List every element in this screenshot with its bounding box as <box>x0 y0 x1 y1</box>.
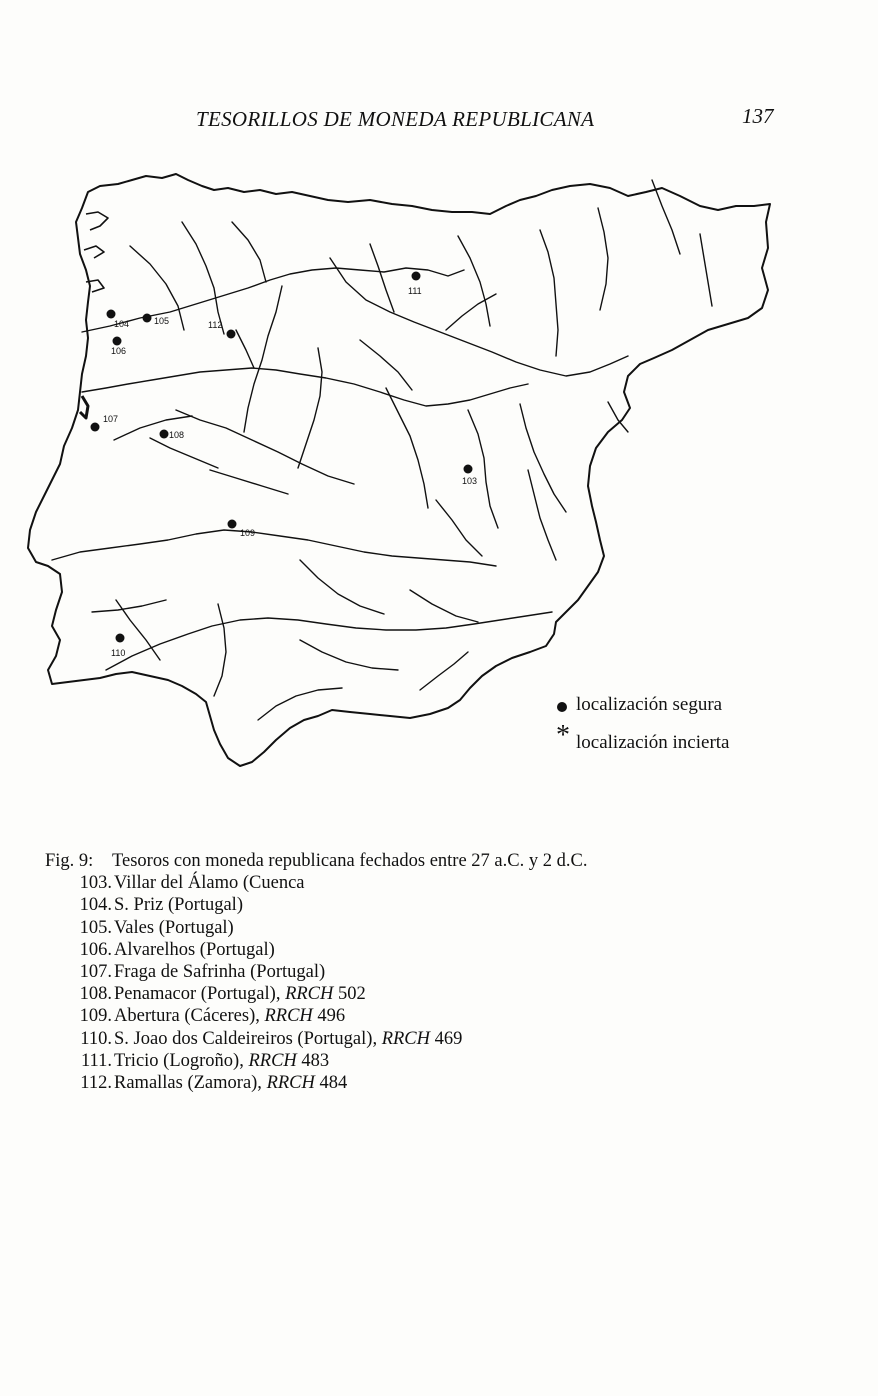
site-label-105: 105 <box>154 316 170 326</box>
entry-ref-label: RRCH <box>381 1028 431 1049</box>
entry-ref-number: 483 <box>301 1050 330 1071</box>
site-label-112: 112 <box>208 320 223 330</box>
entry-text: S. Joao dos Caldeireiros (Portugal), <box>114 1028 378 1049</box>
entry-ref-label: RRCH <box>264 1006 313 1027</box>
entry-number: 103. <box>79 873 112 894</box>
entry-number: 106. <box>79 939 112 960</box>
caption-entry <box>45 939 587 961</box>
entry-text: Villar del Álamo (Cuenca <box>114 873 305 894</box>
caption-entry <box>45 1072 587 1094</box>
figure-title: Tesoros con moneda republicana fechados entre 27 a.C. y 2 d.C. <box>112 851 588 871</box>
caption-entry <box>45 961 587 983</box>
entry-ref-number: 469 <box>434 1028 463 1049</box>
site-marker-109 <box>228 520 256 539</box>
site-marker-103 <box>462 465 477 487</box>
legend-label-uncertain: localización incierta <box>576 732 730 753</box>
site-marker-108 <box>160 430 185 441</box>
entry-text: Fraga de Safrinha (Portugal) <box>114 962 326 983</box>
entry-ref-label: RRCH <box>285 984 334 1005</box>
figure-caption <box>45 850 587 1094</box>
site-marker-110 <box>111 634 125 659</box>
entry-ref-label: RRCH <box>266 1073 315 1094</box>
caption-entry <box>45 1050 587 1072</box>
asterisk-icon: * <box>556 720 570 751</box>
caption-entry-list <box>45 872 587 1094</box>
running-title: TESORILLOS DE MONEDA REPUBLICANA <box>196 107 595 131</box>
entry-number: 109. <box>79 1006 112 1027</box>
entry-number: 111. <box>80 1050 112 1071</box>
entry-text: Vales (Portugal) <box>114 917 234 938</box>
entry-text: Abertura (Cáceres), <box>114 1006 260 1027</box>
site-label-111: 111 <box>408 286 422 296</box>
entry-text: Tricio (Logroño), <box>114 1050 244 1071</box>
caption-entry <box>45 1028 587 1050</box>
entry-text: S. Priz (Portugal) <box>114 895 243 916</box>
entry-number: 108. <box>79 984 112 1005</box>
entry-number: 110. <box>80 1028 112 1049</box>
coastline <box>28 174 770 766</box>
site-label-108: 108 <box>169 430 185 440</box>
site-label-110: 110 <box>111 648 126 658</box>
caption-entry <box>45 983 587 1005</box>
entry-ref-number: 484 <box>319 1073 348 1094</box>
site-marker-107 <box>91 414 119 432</box>
entry-text: Penamacor (Portugal), <box>114 984 281 1005</box>
entry-ref-label: RRCH <box>248 1050 297 1071</box>
site-label-109: 109 <box>240 528 256 538</box>
site-marker-111 <box>408 272 422 297</box>
site-marker-106 <box>111 337 126 357</box>
figure-label: Fig. 9: <box>45 851 94 871</box>
page-number: 137 <box>742 104 774 128</box>
iberia-map <box>0 160 878 780</box>
caption-title <box>45 850 587 872</box>
entry-number: 104. <box>79 895 112 916</box>
entry-ref-number: 502 <box>338 984 366 1005</box>
caption-entry <box>45 872 587 894</box>
site-label-106: 106 <box>111 346 127 356</box>
entry-ref-number: 496 <box>317 1006 346 1027</box>
rivers <box>52 180 712 720</box>
filled-dot-icon <box>556 696 574 712</box>
site-marker-112 <box>208 320 236 339</box>
caption-entry <box>45 917 587 939</box>
caption-entry <box>45 1005 587 1027</box>
site-label-103: 103 <box>462 476 478 486</box>
entry-number: 107. <box>79 962 112 983</box>
entry-text: Ramallas (Zamora), <box>114 1073 262 1094</box>
site-label-104: 104 <box>114 319 130 329</box>
legend-label-certain: localización segura <box>576 694 723 715</box>
entry-number: 105. <box>79 917 112 938</box>
entry-number: 112. <box>80 1073 112 1094</box>
site-marker-105 <box>143 314 170 327</box>
caption-entry <box>45 894 587 916</box>
site-label-107: 107 <box>103 414 119 424</box>
entry-text: Alvarelhos (Portugal) <box>114 939 275 960</box>
